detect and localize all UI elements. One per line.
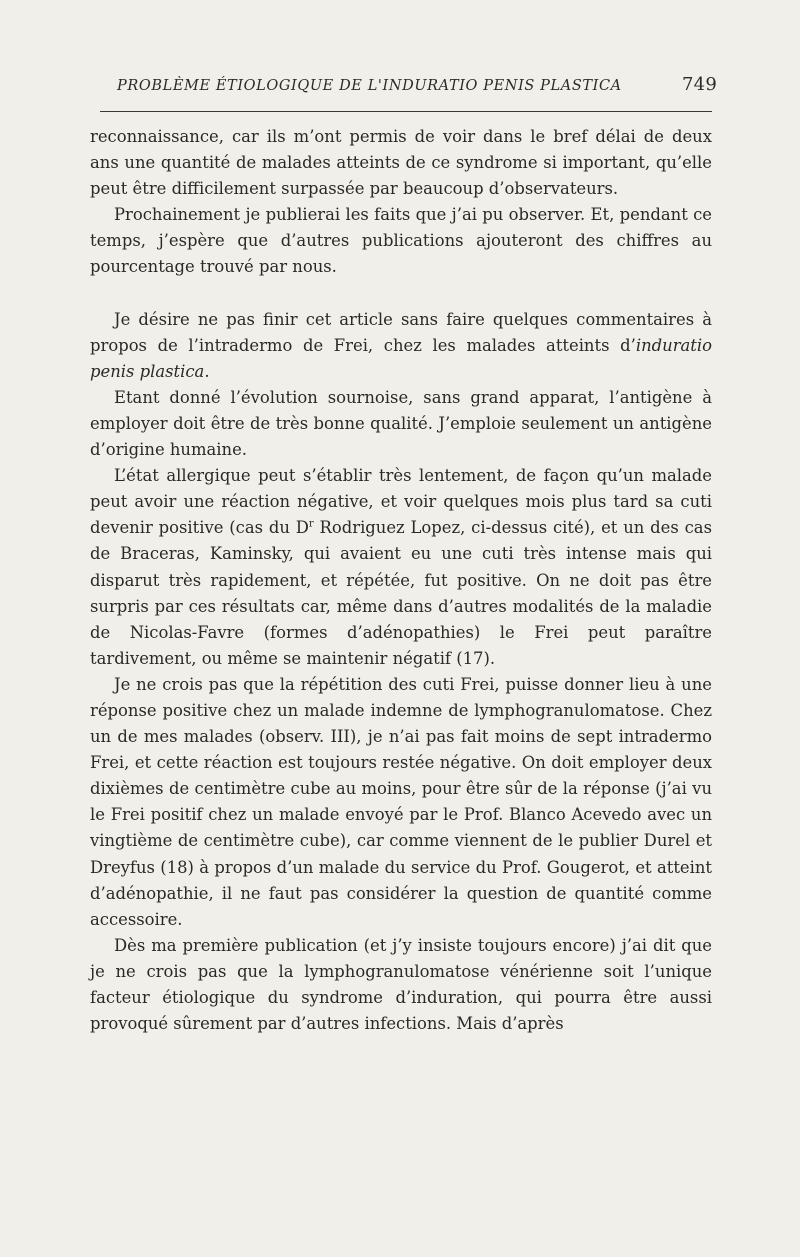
italic-term: induratio penis plastica [90,335,712,381]
body-text [90,124,712,1037]
paragraph-continuation: reconnaissance, car ils m’ont permis de voir dans le bref délai de deux ans une quantité de malades atteints de ce syndrome si important, qu’elle peut être difficilement surpassée par beaucoup d’observateurs. [90,127,712,199]
paragraph-repetition: Je ne crois pas que la répétition des cuti Frei, puisse donner lieu à une réponse positive chez un malade indemne de lymphogranulomatose. Chez un de mes malades (observ. III), je n’ai pas fait moins de sept intradermo Frei, et cette réaction est toujours restée négative. On doit employer deux dixièmes de centimètre cube au moins, pour être sûr de la réponse (j’ai vu le Frei positif chez un malade envoyé par le Prof. Blanco Acevedo avec un vingtième de centimètre cube), car comme viennent de le publier Durel et Dreyfus (18) à propos d’un malade du service du Prof. Gougerot, et atteint d’adénopathie, il ne faut pas considérer la question de quantité comme accessoire. [90,674,712,929]
running-title: PROBLÈME ÉTIOLOGIQUE DE L'INDURATIO PENIS PLASTICA [117,78,622,94]
page-number: 749 [682,74,717,95]
paragraph-text-end: . [204,361,210,381]
paragraph-text-end: Rodriguez Lopez, ci-dessus cité), et un des cas de Braceras, Kaminsky, qui avaient eu une cuti très intense mais qui disparut très rapidement, et répétée, fut positive. On ne doit pas être surpris par ces résultats car, même dans d’autres modalités de la maladie de Nicolas-Favre (formes d’adénopathies) le Frei peut paraître tardivement, ou même se maintenir négatif (17). [90,518,712,668]
paragraph-prochainement: Prochainement je publierai les faits que j’ai pu observer. Et, pendant ce temps, j’espère que d’autres publications ajouteront des chiffres au pourcentage trouvé par nous. [90,205,712,277]
superscript-r: r [308,518,314,530]
running-header [117,74,717,95]
paragraph-commentaires [90,307,712,385]
paragraph-text: L’état allergique peut s’établir très lentement, de façon qu’un malade peut avoir une réaction négative, et voir quelques mois plus tard sa cuti devenir positive (cas du D [90,466,712,538]
paragraph-premiere-publication: Dès ma première publication (et j’y insiste toujours encore) j’ai dit que je ne crois pas que la lymphogranulomatose vénérienne soit l’unique facteur étiologique du syndrome d’induration, qui pourra être aussi provoqué sûrement par d’autres infections. Mais d’après [90,935,712,1034]
paragraph-antigene: Etant donné l’évolution sournoise, sans grand apparat, l’antigène à employer doit être de très bonne qualité. J’emploie seulement un antigène d’origine humaine. [90,387,712,460]
paragraph-text: Je désire ne pas finir cet article sans faire quelques commentaires à propos de l’intradermo de Frei, chez les malades atteints d’ [90,309,712,355]
paragraph-allergique [90,463,712,672]
header-rule [100,111,712,112]
